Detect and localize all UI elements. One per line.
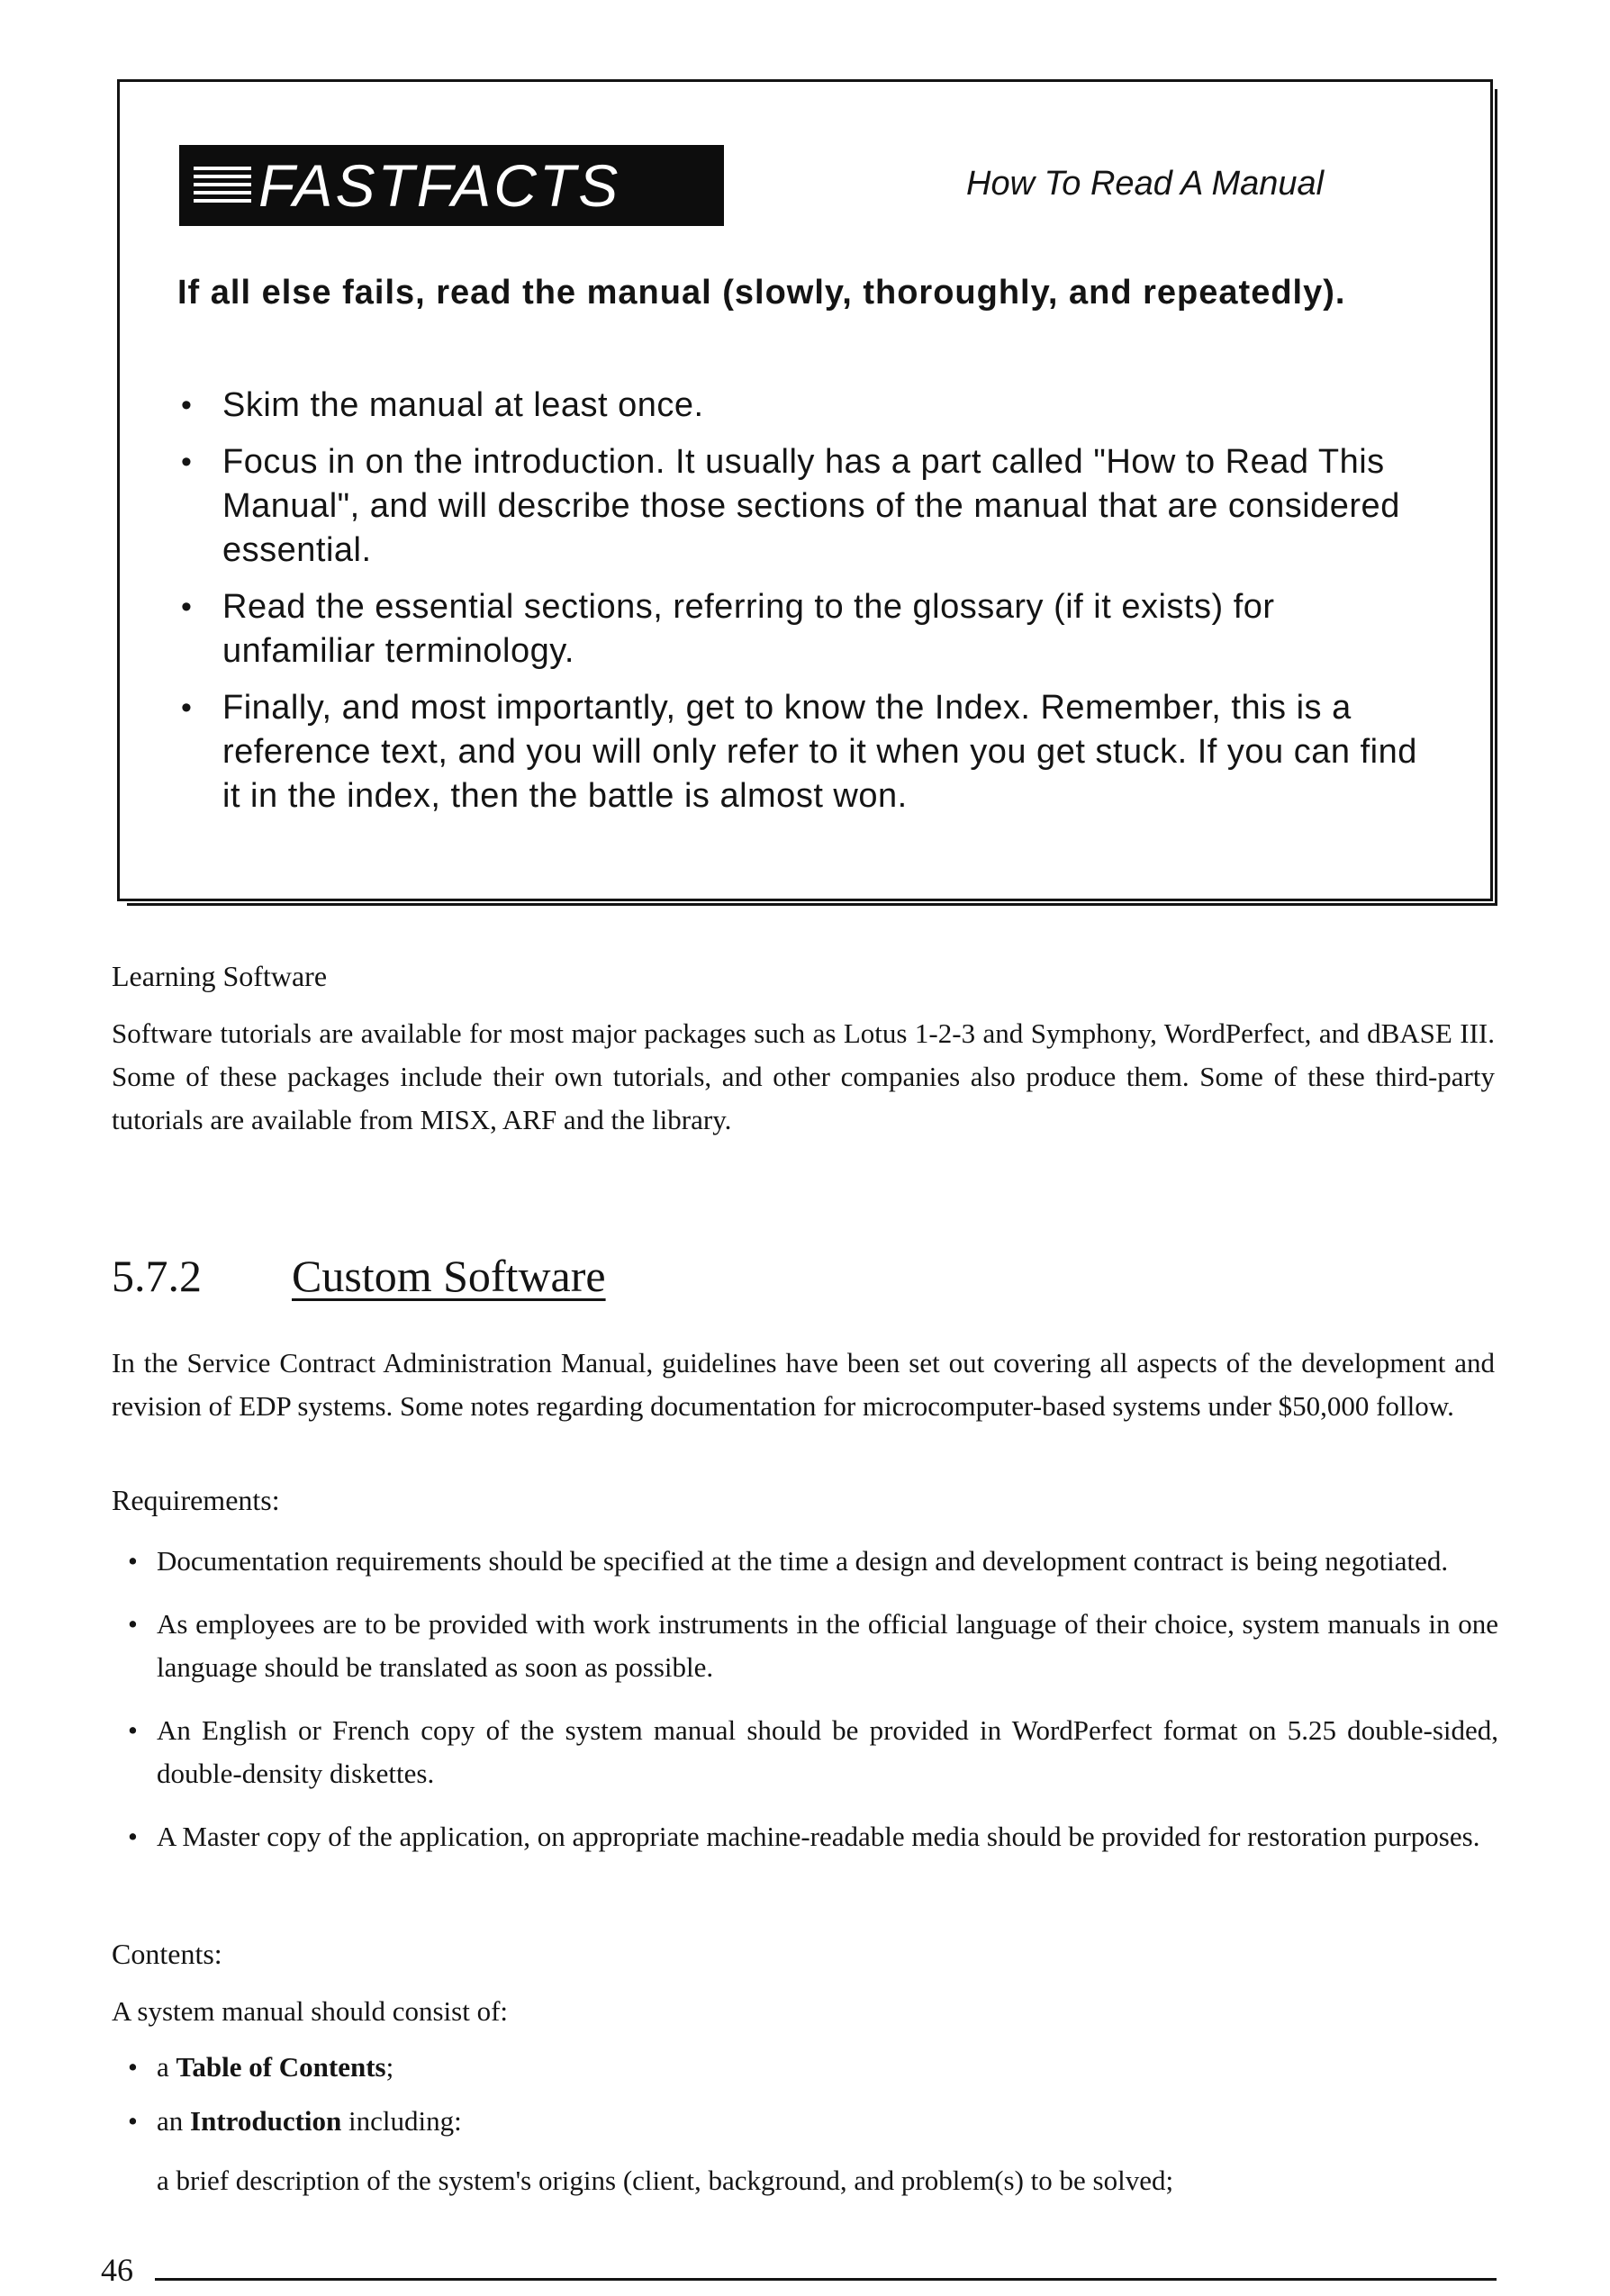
section-heading (112, 1250, 606, 1302)
item-bold: Table of Contents (176, 2051, 386, 2083)
item-prefix: an (157, 2105, 191, 2137)
section-intro: In the Service Contract Administration Manual, guidelines have been set out covering all aspects of the development and revision of EDP systems. Some notes regarding documentation for microcomputer-based systems under $50,000 follow. (112, 1347, 1495, 1422)
fastfacts-badge (179, 145, 724, 226)
intro-brief-description: a brief description of the system's origins (client, background, and problem(s) to be solved; (157, 2165, 1174, 2196)
learning-software-heading: Learning Software (112, 960, 328, 992)
list-item: • Focus in on the introduction. It usually has a part called "How to Read This Manual", and will describe those sections of the manual that are considered essential. (177, 440, 1420, 573)
list-item (112, 2100, 1498, 2143)
list-item: • Finally, and most importantly, get to know the Index. Remember, this is a reference text, and you will only refer to it when you get stuck. If you can find it in the index, then the battle is almost won. (177, 686, 1420, 818)
list-item: • As employees are to be provided with work instruments in the official language of their choice, system manuals in one language should be translated as soon as possible. (112, 1603, 1498, 1689)
requirements-list (112, 1540, 1498, 1878)
list-item: • Documentation requirements should be specified at the time a design and development contract is being negotiated. (112, 1540, 1498, 1583)
fastfacts-subtitle: How To Read A Manual (966, 165, 1325, 203)
item-bold: Introduction (190, 2105, 342, 2137)
list-item (112, 2046, 1498, 2089)
item-suffix: ; (385, 2051, 394, 2083)
footer-rule (155, 2278, 1497, 2281)
learning-software-paragraph: Software tutorials are available for most major packages such as Lotus 1-2-3 and Symphony, WordPerfect, and dBASE III. Some of these packages include their own tutorials, and other companies also produce them. Some of these third-party tutorials are available from MISX, ARF and the library. (112, 1017, 1495, 1135)
item-prefix: a (157, 2051, 176, 2083)
list-item: • Skim the manual at least once. (177, 384, 1420, 428)
fastfacts-list (177, 384, 1420, 831)
consist-paragraph: A system manual should consist of: (112, 1995, 509, 2027)
contents-list (112, 2046, 1498, 2154)
section-title: Custom Software (292, 1251, 606, 1301)
fastfacts-badge-label: FASTFACTS (258, 152, 621, 219)
list-item: • An English or French copy of the system manual should be provided in WordPerfect format on 5.25 double-sided, double-density diskettes. (112, 1709, 1498, 1795)
requirements-label: Requirements: (112, 1484, 280, 1516)
section-number: 5.7.2 (112, 1251, 202, 1301)
list-item: • Read the essential sections, referring to the glossary (if it exists) for unfamiliar terminology. (177, 585, 1420, 673)
item-suffix: including: (341, 2105, 462, 2137)
list-item: • A Master copy of the application, on appropriate machine-readable media should be provided for restoration purposes. (112, 1815, 1498, 1858)
lines-icon (194, 167, 251, 204)
fastfacts-box (117, 79, 1493, 901)
contents-label: Contents: (112, 1938, 222, 1970)
page-number: 46 (101, 2252, 133, 2288)
fastfacts-lead: If all else fails, read the manual (slowly, thoroughly, and repeatedly). (177, 274, 1346, 312)
